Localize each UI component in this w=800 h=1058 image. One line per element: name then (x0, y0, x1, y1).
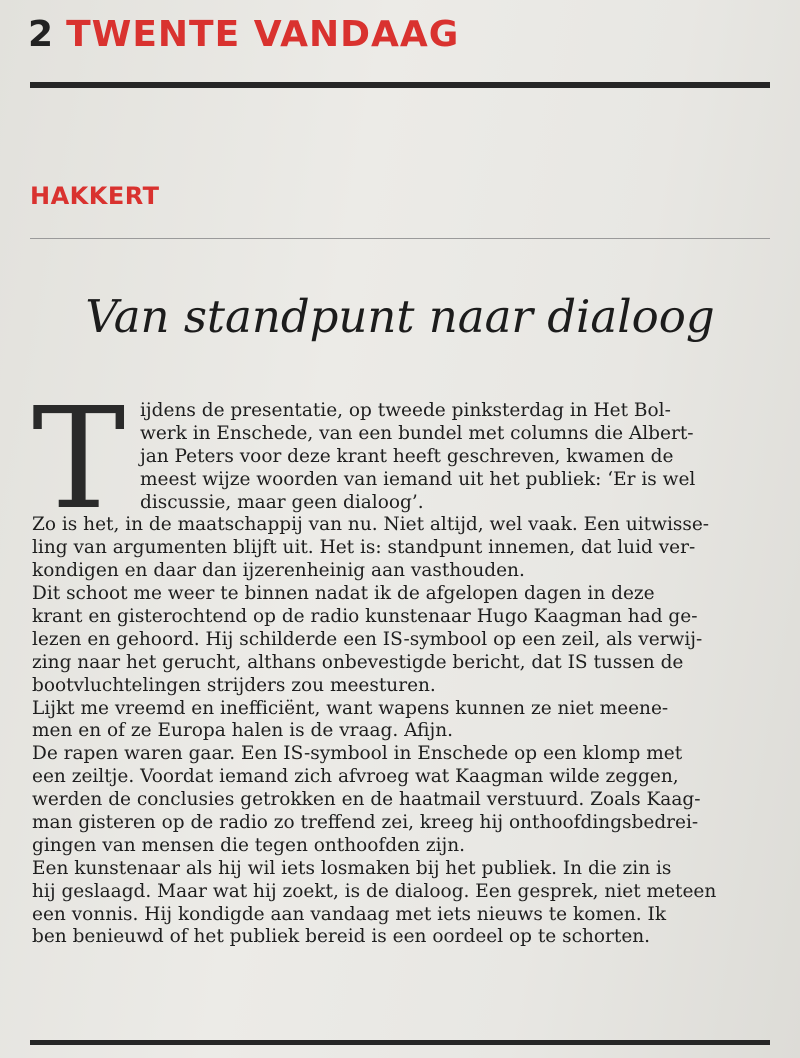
body-line: zing naar het gerucht, althans onbevestigde bericht, dat IS tussen de (32, 651, 684, 673)
section-title: TWENTE VANDAAG (66, 14, 460, 55)
drop-cap: T (32, 378, 126, 541)
body-line: Lijkt me vreemd en inefficiënt, want wapens kunnen ze niet meene- (32, 697, 669, 719)
body-line: ben benieuwd of het publiek bereid is een oordeel op te schorten. (32, 926, 651, 948)
body-line: De rapen waren gaar. Een IS-symbool in Enschede op een klomp met (32, 743, 683, 765)
body-line: hij geslaagd. Maar wat hij zoekt, is de dialoog. Een gesprek, niet meteen (32, 880, 717, 902)
body-line: een vonnis. Hij kondigde aan vandaag met iets nieuws te komen. Ik (32, 903, 667, 925)
masthead (28, 14, 459, 55)
body-line: Zo is het, in de maatschappij van nu. Niet altijd, wel vaak. Een uitwisse- (32, 514, 710, 536)
body-line: ijdens de presentatie, op tweede pinksterdag in Het Bol- (140, 400, 671, 421)
kicker-rule (30, 238, 770, 239)
article-body (32, 400, 777, 949)
body-line: man gisteren op de radio zo treffend zei, kreeg hij onthoofdingsbedrei- (32, 812, 699, 834)
body-line: ling van argumenten blijft uit. Het is: standpunt innemen, dat luid ver- (32, 537, 696, 559)
page-number: 2 (28, 14, 55, 55)
body-line: discussie, maar geen dialoog’. (140, 491, 424, 513)
masthead-rule (30, 82, 770, 88)
body-line: werk in Enschede, van een bundel met columns die Albert- (140, 422, 694, 444)
footer-rule (30, 1040, 770, 1045)
body-line: Dit schoot me weer te binnen nadat ik de afgelopen dagen in deze (32, 583, 655, 605)
article-headline: Van standpunt naar dialoog (85, 290, 715, 343)
column-kicker: HAKKERT (30, 182, 160, 210)
body-line: Een kunstenaar als hij wil iets losmaken bij het publiek. In die zin is (32, 857, 672, 879)
body-line: een zeiltje. Voordat iemand zich afvroeg wat Kaagman wilde zeggen, (32, 766, 679, 788)
body-line: meest wijze woorden van iemand uit het publiek: ‘Er is wel (140, 468, 696, 490)
body-line: krant en gisterochtend op de radio kunstenaar Hugo Kaagman had ge- (32, 606, 698, 628)
body-line: lezen en gehoord. Hij schilderde een IS-symbool op een zeil, als verwij- (32, 628, 703, 650)
body-line: kondigen en daar dan ijzerenheinig aan vasthouden. (32, 560, 525, 582)
body-line: werden de conclusies getrokken en de haatmail verstuurd. Zoals Kaag- (32, 789, 701, 811)
body-line: men en of ze Europa halen is de vraag. Afijn. (32, 720, 454, 742)
body-line: jan Peters voor deze krant heeft geschreven, kwamen de (140, 445, 674, 467)
body-line: gingen van mensen die tegen onthoofden zijn. (32, 834, 466, 856)
body-line: bootvluchtelingen strijders zou meesturen. (32, 674, 436, 696)
